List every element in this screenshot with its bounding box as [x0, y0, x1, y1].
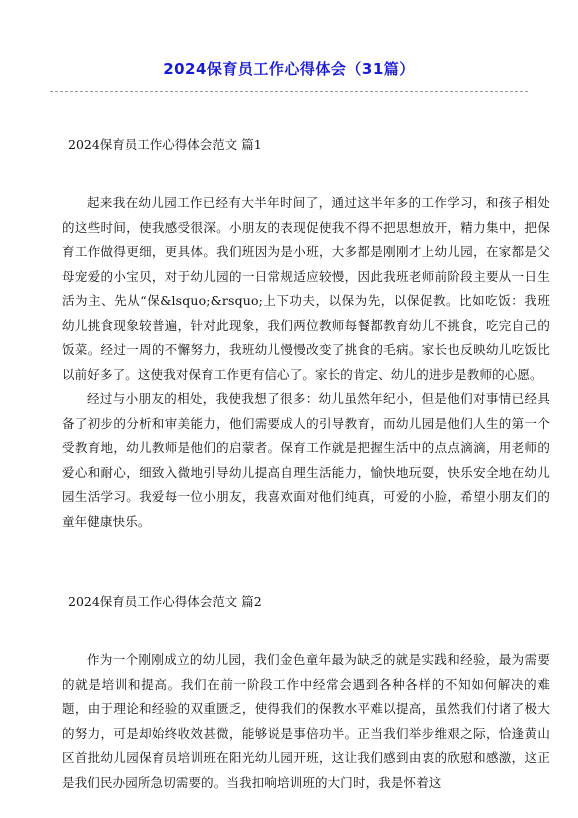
- section-paragraph: 起来我在幼儿园工作已经有大半年时间了，通过这半年多的工作学习，和孩子相处的这些时间，使我感受很深。小朋友的表现促使我不得不把思想放开，精力集中，把保育工作做得更细，更具体。我们班因为是小班，大多都是刚刚才上幼儿园，在家都是父母宠爱的小宝贝，对于幼儿园的一日常规适应较慢，因此我班老师前阶段主要从一日生活为主、先从“保&lsquo;&rsquo;上下功夫，以保为先，以保促教。比如吃饭：我班幼儿挑食现象较普遍，针对此现象，我们两位教师每餐都教育幼儿不挑食，吃完自己的饭菜。经过一周的不懈努力，我班幼儿慢慢改变了挑食的毛病。家长也反映幼儿吃饭比以前好多了。这使我对保育工作更有信心了。家长的肯定、幼儿的进步是教师的心愿。: [62, 195, 550, 382]
- section-paragraph: 经过与小朋友的相处，我使我想了很多：幼儿虽然年纪小，但是他们对事情已经具备了初步的分析和审美能力，他们需要成人的引导教育，而幼儿园是他们人生的第一个受教育地，幼儿教师是他们的启蒙者。保育工作就是把握生活中的点点滴滴，用老师的爱心和耐心，细致入微地引导幼儿提高自理生活能力，愉快地玩耍，快乐安全地在幼儿园生活学习。我爱每一位小朋友，我喜欢面对他们纯真，可爱的小脸，希望小朋友们的童年健康快乐。: [62, 391, 550, 529]
- section-paragraph: 作为一个刚刚成立的幼儿园，我们金色童年最为缺乏的就是实践和经验，最为需要的就是培训和提高。我们在前一阶段工作中经常会遇到各种各样的不知如何解决的难题，由于理论和经验的双重匮乏，使得我们的保教水平难以提高，虽然我们付诸了极大的努力，可是却始终收效甚微，能够说是事倍功半。正当我们举步维艰之际，恰逢黄山区首批幼儿园保育员培训班在阳光幼儿园开班，这让我们感到由衷的欣慰和感激，这正是我们民办园所急切需要的。当我扣响培训班的大门时，我是怀着这: [62, 652, 550, 790]
- section-heading: 2024保育员工作心得体会范文 篇2: [68, 594, 262, 609]
- section-heading: 2024保育员工作心得体会范文 篇1: [68, 137, 262, 152]
- title-divider: [50, 91, 528, 92]
- document-title: 2024保育员工作心得体会（31篇）: [163, 60, 415, 78]
